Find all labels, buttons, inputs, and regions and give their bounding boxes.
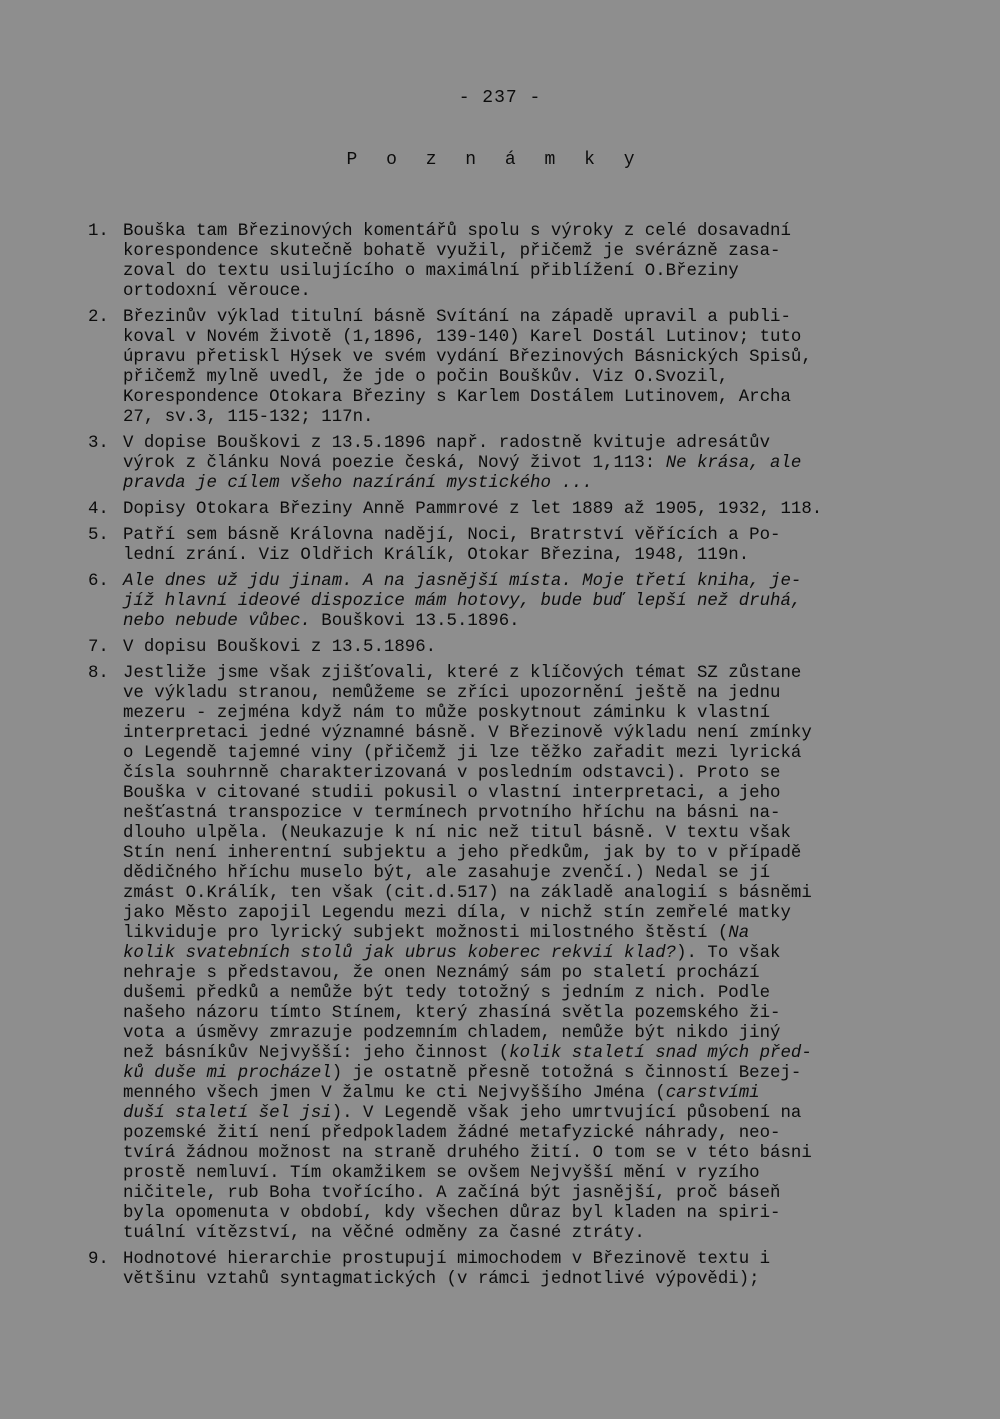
note-line: korespondence skutečně bohatě využil, přičemž je svérázně zasa- bbox=[123, 242, 781, 261]
note-line: nešťastná transpozice v termínech prvotního hříchu na básni na- bbox=[123, 804, 781, 823]
note-text: likviduje pro lyrický subjekt možnosti milostného štěstí ( bbox=[123, 924, 729, 943]
note-line: tvírá žádnou možnost na straně druhého žití. O tom se v této básni bbox=[123, 1144, 812, 1163]
note-number: 1. bbox=[88, 222, 109, 241]
note-line: Březinův výklad titulní básně Svítání na západě upravil a publi- bbox=[123, 308, 791, 327]
note-line: 27, sv.3, 115-132; 117n. bbox=[123, 408, 374, 427]
note-number: 6. bbox=[88, 572, 109, 591]
note-quote: kolik svatebních stolů jak ubrus koberec rekvií klad? bbox=[123, 944, 677, 963]
note-line: byla opomenuta v období, kdy všechen důraz byl kladen na spiri- bbox=[123, 1204, 781, 1223]
note-line: vota a úsměvy zmrazuje podzemním chladem, nemůže být nikdo jiný bbox=[123, 1024, 781, 1043]
note-quote-line: Ale dnes už jdu jinam. A na jasnější místa. Moje třetí kniha, je- bbox=[123, 572, 802, 591]
note-9 bbox=[88, 1250, 918, 1290]
note-line: čísla souhrnně charakterizovaná v posledním odstavci). Proto se bbox=[123, 764, 781, 783]
note-line: Stín není inherentní subjektu a jeho předkům, jak by to v případě bbox=[123, 844, 802, 863]
note-quote: duší staletí šel jsi bbox=[123, 1104, 332, 1123]
note-text: než básníkův Nejvyšší: jeho činnost ( bbox=[123, 1044, 510, 1063]
note-line: dlouho ulpěla. (Neukazuje k ní nic než titul básně. V textu však bbox=[123, 824, 791, 843]
note-quote: carstvími bbox=[665, 1084, 760, 1103]
note-line: úpravu přetiskl Hýsek ve svém vydání Březinových Básnických Spisů, bbox=[123, 348, 812, 367]
note-5 bbox=[88, 526, 918, 566]
note-line bbox=[123, 924, 918, 944]
note-line: V dopisu Bouškovi z 13.5.1896. bbox=[123, 638, 437, 657]
note-line: Hodnotové hierarchie prostupují mimochodem v Březinově textu i bbox=[123, 1250, 771, 1269]
note-text: ). V Legendě však jeho umrtvující působení na bbox=[331, 1104, 802, 1123]
note-quote: Na bbox=[728, 924, 750, 943]
note-text: výrok z článku Nová poezie česká, Nový život 1,113: bbox=[123, 454, 666, 473]
note-line: pozemské žití není předpokladem žádné metafyzické náhrady, neo- bbox=[123, 1124, 781, 1143]
note-line: Dopisy Otokara Březiny Anně Pammrové z let 1889 až 1905, 1932, 118. bbox=[123, 500, 823, 519]
note-text: Bouškovi 13.5.1896. bbox=[310, 612, 520, 631]
note-line: V dopise Bouškovi z 13.5.1896 např. radostně kvituje adresátův bbox=[123, 434, 771, 453]
note-text: ). To však bbox=[676, 944, 781, 963]
page-title: P o z n á m k y bbox=[346, 150, 644, 170]
note-line: našeho názoru tímto Stínem, který zhasíná světla pozemského ži- bbox=[123, 1004, 781, 1023]
note-8 bbox=[88, 664, 918, 1244]
note-line: ortodoxní věrouce. bbox=[123, 282, 311, 301]
note-line: dušemi předků a nemůže být tedy totožný s jedním z nich. Podle bbox=[123, 984, 771, 1003]
note-text: ) je ostatně přesně totožná s činností Bezej- bbox=[331, 1064, 802, 1083]
notes-list bbox=[88, 222, 918, 1296]
note-2 bbox=[88, 308, 918, 428]
note-line: Patří sem básně Královna nadějí, Noci, Bratrství věřících a Po- bbox=[123, 526, 781, 545]
note-number: 5. bbox=[88, 526, 109, 545]
note-line: nehraje s představou, že onen Neznámý sám po staletí prochází bbox=[123, 964, 760, 983]
note-line bbox=[123, 1064, 918, 1084]
note-line: většinu vztahů syntagmatických (v rámci jednotlivé výpovědi); bbox=[123, 1270, 760, 1289]
note-7 bbox=[88, 638, 918, 658]
note-line: zoval do textu usilujícího o maximální přiblížení O.Březiny bbox=[123, 262, 739, 281]
note-number: 4. bbox=[88, 500, 109, 519]
note-quote: Ne krása, ale bbox=[665, 454, 802, 473]
note-number: 2. bbox=[88, 308, 109, 327]
note-line bbox=[123, 612, 918, 632]
note-number: 9. bbox=[88, 1250, 109, 1269]
note-line: zmást O.Králík, ten však (cit.d.517) na základě analogií s básněmi bbox=[123, 884, 812, 903]
note-line bbox=[123, 1084, 918, 1104]
note-6 bbox=[88, 572, 918, 632]
note-quote: ků duše mi procházel bbox=[123, 1064, 332, 1083]
note-quote: nebo nebude vůbec. bbox=[123, 612, 311, 631]
page-number: - 237 - bbox=[458, 88, 542, 108]
note-line bbox=[123, 1104, 918, 1124]
note-line: koval v Novém životě (1,1896, 139-140) Karel Dostál Lutinov; tuto bbox=[123, 328, 802, 347]
note-text: menného všech jmen V žalmu ke cti Nejvyššího Jména ( bbox=[123, 1084, 666, 1103]
note-4 bbox=[88, 500, 918, 520]
note-number: 8. bbox=[88, 664, 109, 683]
note-line: Bouška tam Březinových komentářů spolu s výroky z celé dosavadní bbox=[123, 222, 791, 241]
note-line: interpretaci jedné významné básně. V Březinově výkladu není zmínky bbox=[123, 724, 812, 743]
note-line bbox=[123, 454, 918, 474]
note-line: ve výkladu stranou, nemůžeme se zříci upozornění ještě na jednu bbox=[123, 684, 781, 703]
note-number: 7. bbox=[88, 638, 109, 657]
note-quote: kolik staletí snad mých před- bbox=[509, 1044, 812, 1063]
note-line: přičemž mylně uvedl, že jde o počin Bouškův. Viz O.Svozil, bbox=[123, 368, 729, 387]
note-quote-line: pravda je cílem všeho nazírání mystického ... bbox=[123, 474, 593, 493]
note-line: o Legendě tajemné viny (přičemž ji lze těžko zařadit mezi lyrická bbox=[123, 744, 802, 763]
note-line bbox=[123, 944, 918, 964]
note-3 bbox=[88, 434, 918, 494]
note-number: 3. bbox=[88, 434, 109, 453]
note-line: dědičného hříchu muselo být, ale zasahuje zvenčí.) Nedal se jí bbox=[123, 864, 771, 883]
note-line: mezeru - zejména když nám to může poskytnout záminku k vlastní bbox=[123, 704, 771, 723]
note-line: tuální vítězství, na věčné odměny za časné ztráty. bbox=[123, 1224, 645, 1243]
note-line: lední zrání. Viz Oldřich Králík, Otokar Březina, 1948, 119n. bbox=[123, 546, 750, 565]
note-line: prostě nemluví. Tím okamžikem se ovšem Nejvyšší mění v ryzího bbox=[123, 1164, 760, 1183]
note-1 bbox=[88, 222, 918, 302]
note-line: ničitele, rub Boha tvořícího. A začíná být jasnější, proč báseň bbox=[123, 1184, 781, 1203]
note-line: Korespondence Otokara Březiny s Karlem Dostálem Lutinovem, Archa bbox=[123, 388, 791, 407]
note-line: Jestliže jsme však zjišťovali, které z klíčových témat SZ zůstane bbox=[123, 664, 802, 683]
note-quote-line: jíž hlavní ideové dispozice mám hotovy, bude buď lepší než druhá, bbox=[123, 592, 802, 611]
note-line: Bouška v citované studii pokusil o vlastní interpretaci, a jeho bbox=[123, 784, 781, 803]
note-line bbox=[123, 1044, 918, 1064]
note-line: jako Město zapojil Legendu mezi díla, v nichž stín zemřelé matky bbox=[123, 904, 791, 923]
